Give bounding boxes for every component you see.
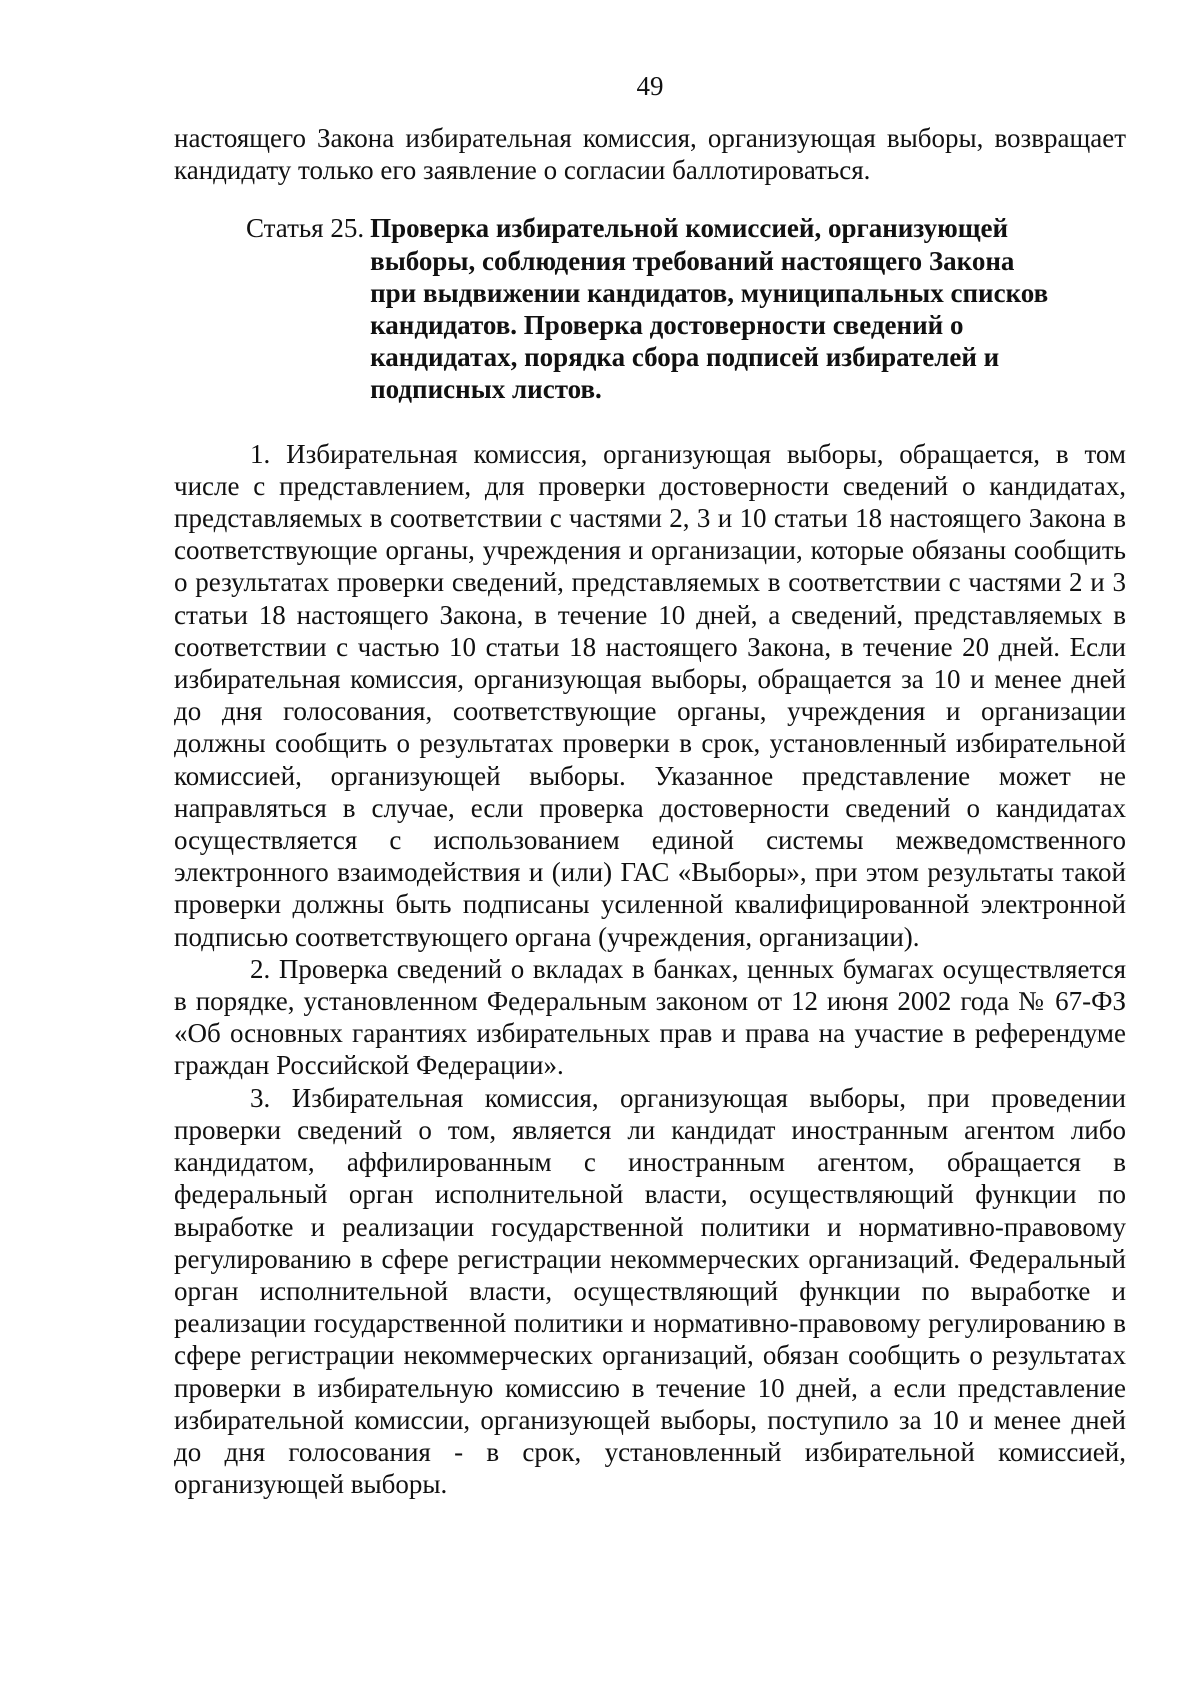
article-heading [246,212,1126,405]
page-number: 49 [636,71,664,101]
document-page [174,70,1126,1500]
article-title: Проверка избирательной комиссией, организующей выборы, соблюдения требований настоящего Закона при выдвижении кандидатов, муниципальных списков кандидатов. Проверка достоверности сведений о кандидатах, порядка сбора подписей избирателей и подписных листов. [370,213,1049,405]
article-label: Статья 25. [246,213,365,244]
paragraph-2: 2. Проверка сведений о вкладах в банках, ценных бумагах осуществляется в порядке, установленном Федеральным законом от 12 июня 2002 года № 67-ФЗ «Об основных гарантиях избирательных прав и права на участие в референдуме граждан Российской Федерации». [174,953,1126,1081]
paragraph-1: 1. Избирательная комиссия, организующая выборы, обращается, в том числе с представлением, для проверки достоверности сведений о кандидатах, представляемых в соответствии с частями 2, 3 и 10 статьи 18 настоящего Закона в соответствующие органы, учреждения и организации, которые обязаны сообщить о результатах проверки сведений, представляемых в соответствии с частями 2 и 3 статьи 18 настоящего Закона, в течение 10 дней, а сведений, представляемых в соответствии с частью 10 статьи 18 настоящего Закона, в течение 20 дней. Если избирательная комиссия, организующая выборы, обращается за 10 и менее дней до дня голосования, соответствующие органы, учреждения и организации должны сообщить о результатах проверки в срок, установленный избирательной комиссией, организующей выборы. Указанное представление может не направляться в случае, если проверка достоверности сведений о кандидатах осуществляется с использованием единой системы межведомственного электронного взаимодействия и (или) ГАС «Выборы», при этом результаты такой проверки должны быть подписаны усиленной квалифицированной электронной подписью соответствующего органа (учреждения, организации). [174,438,1126,952]
paragraph-3: 3. Избирательная комиссия, организующая выборы, при проведении проверки сведений о том, является ли кандидат иностранным агентом либо кандидатом, аффилированным с иностранным агентом, обращается в федеральный орган исполнительной власти, осуществляющий функции по выработке и реализации государственной политики и нормативно-правовому регулированию в сфере регистрации некоммерческих организаций. Федеральный орган исполнительной власти, осуществляющий функции по выработке и реализации государственной политики и нормативно-правовому регулированию в сфере регистрации некоммерческих организаций, обязан сообщить о результатах проверки в избирательную комиссию в течение 10 дней, а если представление избирательной комиссии, организующей выборы, поступило за 10 и менее дней до дня голосования - в срок, установленный избирательной комиссией, организующей выборы. [174,1082,1126,1500]
lead-paragraph: настоящего Закона избирательная комиссия, организующая выборы, возвращает кандидату только его заявление о согласии баллотироваться. [174,123,1126,186]
